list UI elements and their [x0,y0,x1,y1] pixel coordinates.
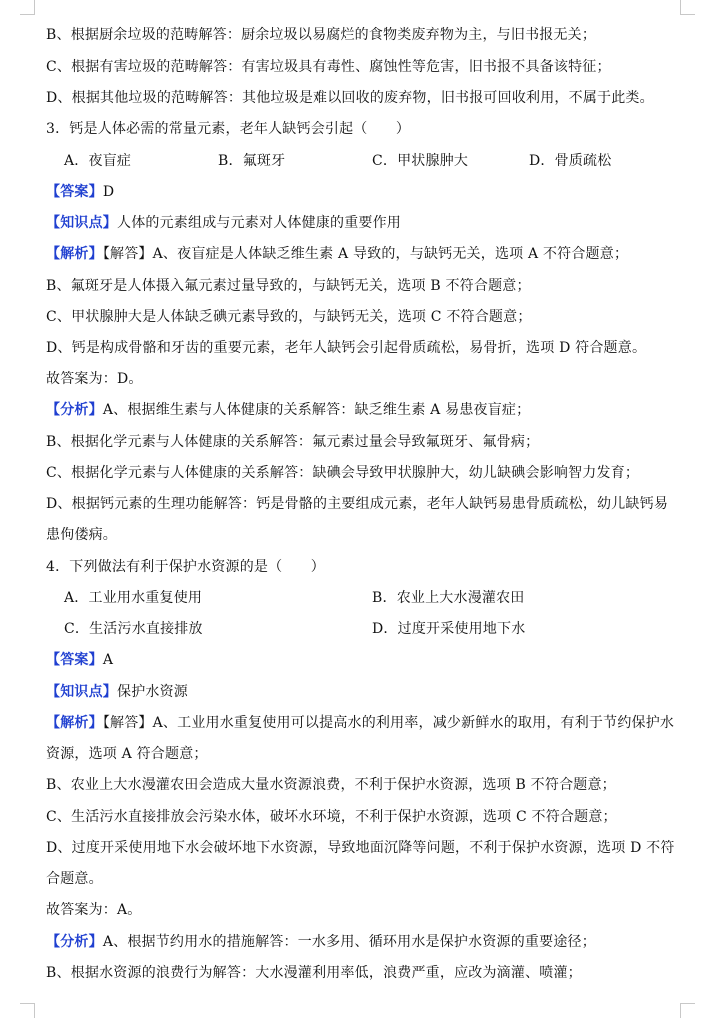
q3-option-c: C．甲状腺肿大 [372,153,469,169]
q4-knowledge-line [46,682,188,702]
q3-solution-line [46,244,628,264]
q4-analysis-a: A、根据节约用水的措施解答：一水多用、循环用水是保护水资源的重要途径； [102,934,596,950]
crop-mark-top-left [20,0,35,15]
q4-option-b: B．农业上大水漫灌农田 [372,590,525,606]
knowledge-tag: 【知识点】 [46,215,117,231]
solution-tag: 【解答】 [102,246,153,262]
q4-option-a: A．工业用水重复使用 [64,590,203,606]
analysis-tag: 【解析】 [46,715,103,731]
question-3-stem: 3．钙是人体必需的常量元素，老年人缺钙会引起（ ） [46,121,411,137]
q3-analysis-d-cont: 患佝偻病。 [46,527,117,543]
q4-analysis-b: B、根据水资源的浪费行为解答：大水漫灌利用率低，浪费严重，应改为滴灌、喷灌； [46,965,582,981]
q4-solution-line [46,713,674,733]
q3-analysis-line [46,400,530,420]
q4-option-d: D．过度开采使用地下水 [372,621,526,637]
q4-option-c: C．生活污水直接排放 [64,621,203,637]
knowledge-tag: 【知识点】 [46,684,117,700]
q4-solution-a: A、工业用水重复使用可以提高水的利用率，减少新鲜水的取用，有利于节约保护水 [152,715,675,731]
text-line: D、根据其他垃圾的范畴解答：其他垃圾是难以回收的废弃物，旧书报可回收利用，不属于此类。 [46,90,654,106]
q3-analysis-a: A、根据维生素与人体健康的关系解答：缺乏维生素 A 易患夜盲症； [102,402,531,418]
q3-option-a: A．夜盲症 [64,153,132,169]
q3-analysis-d: D、根据钙元素的生理功能解答：钙是骨骼的主要组成元素，老年人缺钙易患骨质疏松，幼儿缺钙易 [46,496,669,512]
q4-solution-b: B、农业上大水漫灌农田会造成大量水资源浪费，不利于保护水资源，选项 B 不符合题意； [46,777,616,793]
text-line: C、根据有害垃圾的范畴解答：有害垃圾具有毒性、腐蚀性等危害，旧书报不具备该特征； [46,59,611,75]
answer-tag: 【答案】 [46,184,103,200]
q4-solution-d-cont: 合题意。 [46,871,103,887]
fenxi-tag: 【分析】 [46,934,103,950]
q3-option-d: D．骨质疏松 [529,153,612,169]
solution-tag: 【解答】 [102,715,153,731]
q3-knowledge: 人体的元素组成与元素对人体健康的重要作用 [117,215,401,231]
q3-solution-c: C、甲状腺肿大是人体缺乏碘元素导致的，与缺钙无关，选项 C 不符合题意； [46,309,532,325]
q3-answer: D [102,184,115,200]
q4-solution-d: D、过度开采使用地下水会破坏地下水资源，导致地面沉降等问题，不利于保护水资源，选项 D 不符 [46,840,675,856]
q3-conclusion: 故答案为：D。 [46,371,143,387]
q3-solution-a: A、夜盲症是人体缺乏维生素 A 导致的，与缺钙无关，选项 A 不符合题意； [152,246,629,262]
q3-analysis-c: C、根据化学元素与人体健康的关系解答：缺碘会导致甲状腺肿大，幼儿缺碘会影响智力发育； [46,465,640,481]
q4-analysis-line [46,932,596,952]
q3-solution-b: B、氟斑牙是人体摄入氟元素过量导致的，与缺钙无关，选项 B 不符合题意； [46,278,531,294]
q3-answer-line [46,182,114,202]
crop-mark-bottom-left [20,1003,35,1018]
q4-answer-line [46,650,113,670]
q4-solution-a-cont: 资源，选项 A 符合题意； [46,746,208,762]
question-4-stem: 4．下列做法有利于保护水资源的是（ ） [46,559,325,575]
answer-tag: 【答案】 [46,652,103,668]
fenxi-tag: 【分析】 [46,402,103,418]
q3-solution-d: D、钙是构成骨骼和牙齿的重要元素，老年人缺钙会引起骨质疏松，易骨折，选项 D 符合题意。 [46,340,647,356]
q3-analysis-b: B、根据化学元素与人体健康的关系解答：氟元素过量会导致氟斑牙、氟骨病； [46,434,540,450]
q4-knowledge: 保护水资源 [117,684,188,700]
crop-mark-top-right [680,0,695,15]
q4-solution-c: C、生活污水直接排放会污染水体，破坏水环境，不利于保护水资源，选项 C 不符合题意； [46,809,617,825]
q3-knowledge-line [46,213,401,233]
crop-mark-bottom-right [680,1003,695,1018]
q4-answer: A [102,652,114,668]
analysis-tag: 【解析】 [46,246,103,262]
q3-option-b: B．氟斑牙 [218,153,286,169]
text-line: B、根据厨余垃圾的范畴解答：厨余垃圾以易腐烂的食物类废弃物为主，与旧书报无关； [46,27,597,43]
q4-conclusion: 故答案为：A。 [46,902,142,918]
